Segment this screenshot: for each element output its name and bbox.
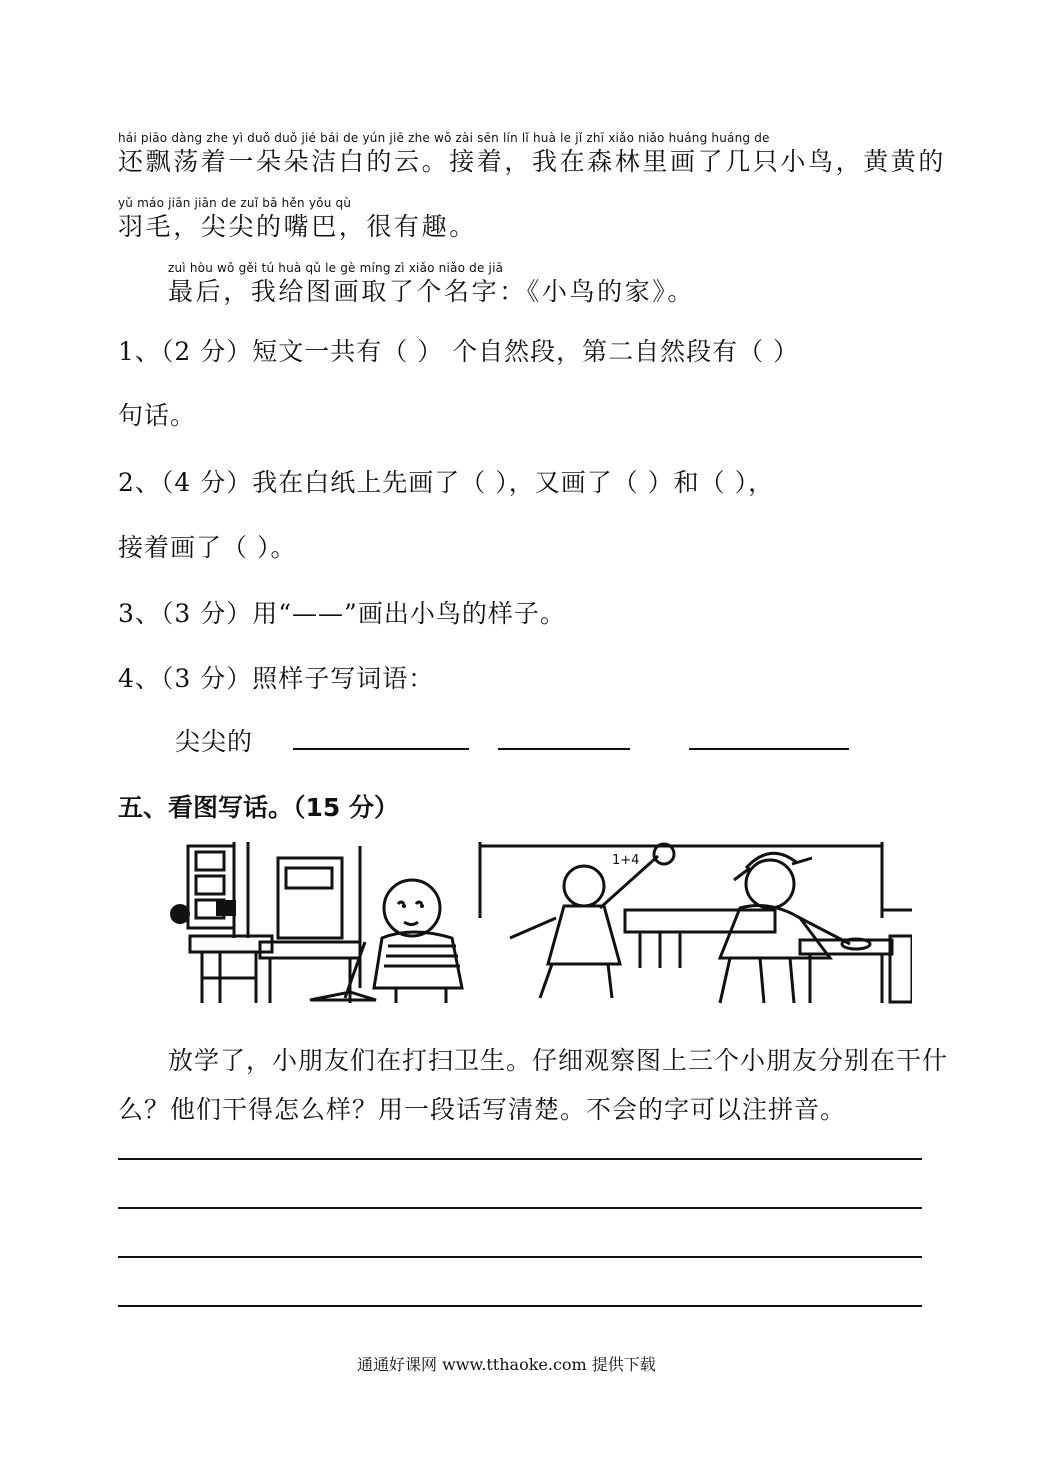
passage-line3-text: 最后，我给图画取了个名字：《小鸟的家》。 bbox=[168, 277, 696, 306]
passage-line3-pinyin: zuì hòu wǒ gěi tú huà qǔ le gè míng zì xiǎo niǎo de jiā bbox=[168, 261, 504, 275]
question-2-line2: 接着画了（ ）。 bbox=[118, 533, 297, 562]
answer-blank-1[interactable] bbox=[293, 748, 469, 750]
answer-blank-2[interactable] bbox=[498, 748, 630, 750]
passage-line2-pinyin: yǔ máo jiān jiān de zuǐ bā hěn yǒu qù bbox=[118, 196, 352, 210]
section-5-prompt-line2: 么？他们干得怎么样？用一段话写清楚。不会的字可以注拼音。 bbox=[118, 1095, 847, 1124]
footer-credit: 通通好课网 www.tthaoke.com 提供下载 bbox=[357, 1355, 656, 1374]
question-4-example: 尖尖的 bbox=[175, 727, 254, 756]
section-5-prompt-line1: 放学了，小朋友们在打扫卫生。仔细观察图上三个小朋友分别在干什 bbox=[168, 1046, 949, 1075]
classroom-cleaning-illustration bbox=[160, 838, 912, 1008]
question-2-line1: 2、（4 分）我在白纸上先画了（ ），又画了（ ）和（ ）， bbox=[118, 468, 775, 497]
writing-line-1[interactable] bbox=[118, 1158, 922, 1160]
question-3: 3、（3 分）用“——”画出小鸟的样子。 bbox=[118, 599, 566, 628]
writing-line-4[interactable] bbox=[118, 1305, 922, 1307]
blackboard-writing: 1+4 bbox=[612, 853, 640, 868]
section-5-heading: 五、看图写话。（15 分） bbox=[118, 793, 399, 822]
passage-line1-pinyin: hái piāo dàng zhe yì duǒ duǒ jié bái de yún jiē zhe wǒ zài sēn lín lǐ huà le jǐ zhī xiǎo niǎo huáng huáng de bbox=[118, 131, 770, 145]
writing-line-2[interactable] bbox=[118, 1207, 922, 1209]
question-1-line2: 句话。 bbox=[118, 401, 197, 430]
passage-line2-text: 羽毛，尖尖的嘴巴，很有趣。 bbox=[118, 212, 477, 241]
passage-line1-text: 还飘荡着一朵朵洁白的云。接着，我在森林里画了几只小鸟，黄黄的 bbox=[118, 147, 947, 176]
question-1-line1: 1、（2 分）短文一共有（ ） 个自然段，第二自然段有（ ） bbox=[118, 337, 800, 366]
writing-line-3[interactable] bbox=[118, 1256, 922, 1258]
question-4: 4、（3 分）照样子写词语： bbox=[118, 664, 435, 693]
answer-blank-3[interactable] bbox=[689, 748, 849, 750]
